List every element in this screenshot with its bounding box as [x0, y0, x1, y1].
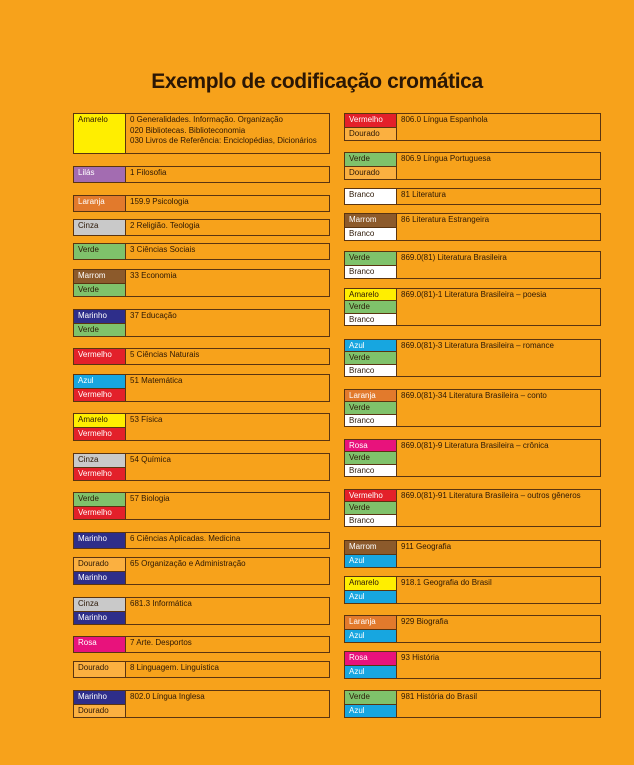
color-tags	[74, 114, 125, 153]
classification-entry	[73, 195, 330, 212]
color-tag: Amarelo	[345, 289, 396, 300]
class-description	[125, 349, 329, 364]
class-description	[396, 214, 600, 240]
color-tag: Cinza	[74, 220, 125, 235]
class-description	[125, 310, 329, 336]
color-tags	[74, 414, 125, 440]
color-tag: Vermelho	[74, 506, 125, 520]
class-code-label: 869.0(81)-34 Literatura Brasileira – conto	[401, 391, 547, 400]
color-tags	[74, 220, 125, 235]
color-tag: Verde	[345, 252, 396, 265]
color-tag: Laranja	[345, 390, 396, 401]
classification-entry	[73, 532, 330, 549]
color-tag: Verde	[345, 401, 396, 413]
color-tag: Marinho	[74, 611, 125, 625]
class-description	[125, 375, 329, 401]
class-description	[125, 662, 329, 677]
color-tag: Branco	[345, 464, 396, 476]
color-tag: Verde	[345, 691, 396, 704]
class-description	[396, 577, 600, 603]
color-tag: Azul	[345, 590, 396, 604]
class-description	[396, 114, 600, 140]
color-tag: Branco	[345, 313, 396, 325]
classification-entry	[344, 152, 601, 180]
classification-entry	[344, 389, 601, 427]
color-tag: Marrom	[345, 214, 396, 227]
class-description	[125, 454, 329, 480]
class-description	[396, 440, 600, 476]
class-code-label: 86 Literatura Estrangeira	[401, 215, 490, 224]
class-description	[125, 414, 329, 440]
classification-entry	[73, 636, 330, 653]
class-code-label: 6 Ciências Aplicadas. Medicina	[130, 534, 241, 543]
class-description	[125, 558, 329, 584]
class-code-label: 869.0(81)-9 Literatura Brasileira – crônica	[401, 441, 549, 450]
color-tag: Amarelo	[345, 577, 396, 590]
class-description	[396, 390, 600, 426]
class-code-label: 020 Bibliotecas. Biblioteconomia	[130, 125, 246, 135]
color-tags	[74, 270, 125, 296]
color-tag: Dourado	[74, 662, 125, 677]
color-tags	[345, 189, 396, 204]
color-tag: Dourado	[74, 704, 125, 718]
class-description	[125, 598, 329, 624]
class-description	[125, 167, 329, 182]
color-tag: Vermelho	[345, 490, 396, 501]
color-tag: Rosa	[74, 637, 125, 652]
color-tags	[74, 598, 125, 624]
class-code-label: 918.1 Geografia do Brasil	[401, 578, 492, 587]
color-tag: Vermelho	[74, 388, 125, 402]
class-code-label: 2 Religião. Teologia	[130, 221, 200, 230]
color-tag: Vermelho	[74, 467, 125, 481]
color-tags	[74, 167, 125, 182]
color-tag: Laranja	[74, 196, 125, 211]
classification-entry	[344, 540, 601, 568]
color-tags	[345, 541, 396, 567]
color-tags	[74, 533, 125, 548]
class-description	[396, 153, 600, 179]
classification-entry	[73, 219, 330, 236]
color-tag: Lilás	[74, 167, 125, 182]
color-tag: Azul	[345, 704, 396, 718]
class-description	[125, 637, 329, 652]
color-tag: Verde	[345, 351, 396, 363]
class-code-label: 37 Educação	[130, 311, 177, 320]
color-tags	[74, 375, 125, 401]
color-tags	[345, 577, 396, 603]
class-code-label: 806.9 Língua Portuguesa	[401, 154, 491, 163]
color-tag: Verde	[345, 153, 396, 166]
class-description	[396, 189, 600, 204]
color-tag: Verde	[345, 451, 396, 463]
classification-entry	[344, 113, 601, 141]
class-code-label: 806.0 Língua Espanhola	[401, 115, 488, 124]
color-tag: Dourado	[345, 166, 396, 180]
classification-entry	[344, 213, 601, 241]
color-tag: Marinho	[74, 533, 125, 548]
classification-entry	[344, 690, 601, 718]
color-tags	[74, 454, 125, 480]
classification-entry	[73, 374, 330, 402]
color-tags	[345, 340, 396, 376]
color-tags	[74, 196, 125, 211]
color-tag: Azul	[345, 629, 396, 643]
color-tags	[345, 616, 396, 642]
class-description	[396, 490, 600, 526]
classification-entry	[344, 615, 601, 643]
class-code-label: 681.3 Informática	[130, 599, 192, 608]
color-tag: Verde	[74, 244, 125, 259]
color-tag: Laranja	[345, 616, 396, 629]
class-description	[125, 196, 329, 211]
class-description	[396, 616, 600, 642]
color-tag: Azul	[345, 340, 396, 351]
color-tag: Verde	[74, 493, 125, 506]
color-tags	[345, 390, 396, 426]
class-code-label: 51 Matemática	[130, 376, 183, 385]
color-tag: Amarelo	[74, 414, 125, 427]
class-description	[396, 541, 600, 567]
color-tag: Marinho	[74, 691, 125, 704]
class-code-label: 57 Biologia	[130, 494, 170, 503]
class-code-label: 65 Organização e Administração	[130, 559, 246, 568]
color-tags	[345, 652, 396, 678]
class-code-label: 869.0(81)-3 Literatura Brasileira – romance	[401, 341, 554, 350]
class-code-label: 802.0 Língua Inglesa	[130, 692, 205, 701]
class-description	[396, 252, 600, 278]
class-code-label: 7 Arte. Desportos	[130, 638, 192, 647]
color-tags	[345, 440, 396, 476]
class-description	[396, 691, 600, 717]
class-code-label: 159.9 Psicologia	[130, 197, 189, 206]
class-code-label: 33 Economia	[130, 271, 177, 280]
classification-entry	[344, 251, 601, 279]
class-code-label: 929 Biografia	[401, 617, 449, 626]
page-title: Exemplo de codificação cromática	[151, 70, 483, 93]
color-tag: Verde	[74, 283, 125, 297]
color-tags	[74, 244, 125, 259]
classification-entry	[73, 348, 330, 365]
color-tags	[74, 349, 125, 364]
classification-entry	[344, 288, 601, 326]
classification-entry	[344, 188, 601, 205]
color-tag: Marinho	[74, 571, 125, 585]
color-tag: Branco	[345, 364, 396, 376]
color-tags	[74, 662, 125, 677]
classification-entry	[344, 439, 601, 477]
classification-entry	[344, 339, 601, 377]
class-code-label: 869.0(81)-1 Literatura Brasileira – poesia	[401, 290, 547, 299]
color-tag: Amarelo	[74, 114, 125, 153]
classification-entry	[73, 113, 330, 154]
color-tags	[74, 691, 125, 717]
class-description	[396, 289, 600, 325]
color-tags	[345, 691, 396, 717]
color-tags	[345, 289, 396, 325]
color-tag: Rosa	[345, 440, 396, 451]
classification-entry	[73, 597, 330, 625]
class-description	[396, 340, 600, 376]
color-tag: Branco	[345, 189, 396, 204]
color-tag: Branco	[345, 414, 396, 426]
color-tag: Rosa	[345, 652, 396, 665]
color-tag: Marrom	[345, 541, 396, 554]
classification-entry	[73, 243, 330, 260]
color-tags	[345, 153, 396, 179]
class-code-label: 8 Linguagem. Linguística	[130, 663, 219, 672]
class-code-label: 0 Generalidades. Informação. Organização	[130, 115, 283, 124]
class-description	[125, 493, 329, 519]
color-tag: Azul	[74, 375, 125, 388]
class-code-label: 981 História do Brasil	[401, 692, 478, 701]
color-tag: Azul	[345, 665, 396, 679]
class-code-label: 93 História	[401, 653, 440, 662]
class-code-label: 81 Literatura	[401, 190, 446, 199]
classification-entry	[344, 651, 601, 679]
color-tag: Verde	[74, 323, 125, 337]
color-tags	[74, 637, 125, 652]
class-description	[125, 244, 329, 259]
classification-entry	[73, 309, 330, 337]
classification-entry	[344, 489, 601, 527]
class-description	[125, 220, 329, 235]
class-code-label: 869.0(81)-91 Literatura Brasileira – outros gêneros	[401, 491, 581, 500]
color-tags	[74, 310, 125, 336]
color-tag: Cinza	[74, 598, 125, 611]
classification-entry	[73, 690, 330, 718]
color-tags	[74, 493, 125, 519]
class-description	[125, 270, 329, 296]
classification-entry	[73, 453, 330, 481]
classification-entry	[73, 661, 330, 678]
class-code-label: 3 Ciências Sociais	[130, 245, 196, 254]
color-tag: Branco	[345, 265, 396, 279]
class-description	[125, 114, 329, 153]
class-description	[125, 533, 329, 548]
color-tags	[345, 252, 396, 278]
color-tags	[345, 490, 396, 526]
classification-entry	[344, 576, 601, 604]
color-tag: Vermelho	[74, 349, 125, 364]
color-tag: Marinho	[74, 310, 125, 323]
color-tag: Vermelho	[74, 427, 125, 441]
color-tags	[345, 114, 396, 140]
color-tag: Cinza	[74, 454, 125, 467]
color-tag: Dourado	[345, 127, 396, 141]
class-code-label: 869.0(81) Literatura Brasileira	[401, 253, 507, 262]
class-code-label: 54 Química	[130, 455, 171, 464]
classification-entry	[73, 557, 330, 585]
class-description	[396, 652, 600, 678]
color-tag: Marrom	[74, 270, 125, 283]
color-tag: Verde	[345, 300, 396, 312]
class-code-label: 911 Geografia	[401, 542, 452, 551]
class-code-label: 030 Livros de Referência: Enciclopédias, Dicionários	[130, 136, 317, 145]
classification-entry	[73, 413, 330, 441]
color-tags	[74, 558, 125, 584]
color-tag: Vermelho	[345, 114, 396, 127]
color-tag: Verde	[345, 501, 396, 513]
color-tag: Azul	[345, 554, 396, 568]
class-code-label: 53 Física	[130, 415, 163, 424]
class-code-label: 5 Ciências Naturais	[130, 350, 200, 359]
classification-entry	[73, 269, 330, 297]
color-tags	[345, 214, 396, 240]
class-code-label: 1 Filosofia	[130, 168, 167, 177]
color-tag: Branco	[345, 227, 396, 241]
class-description	[125, 691, 329, 717]
classification-entry	[73, 166, 330, 183]
color-tag: Branco	[345, 514, 396, 526]
color-tag: Dourado	[74, 558, 125, 571]
classification-entry	[73, 492, 330, 520]
